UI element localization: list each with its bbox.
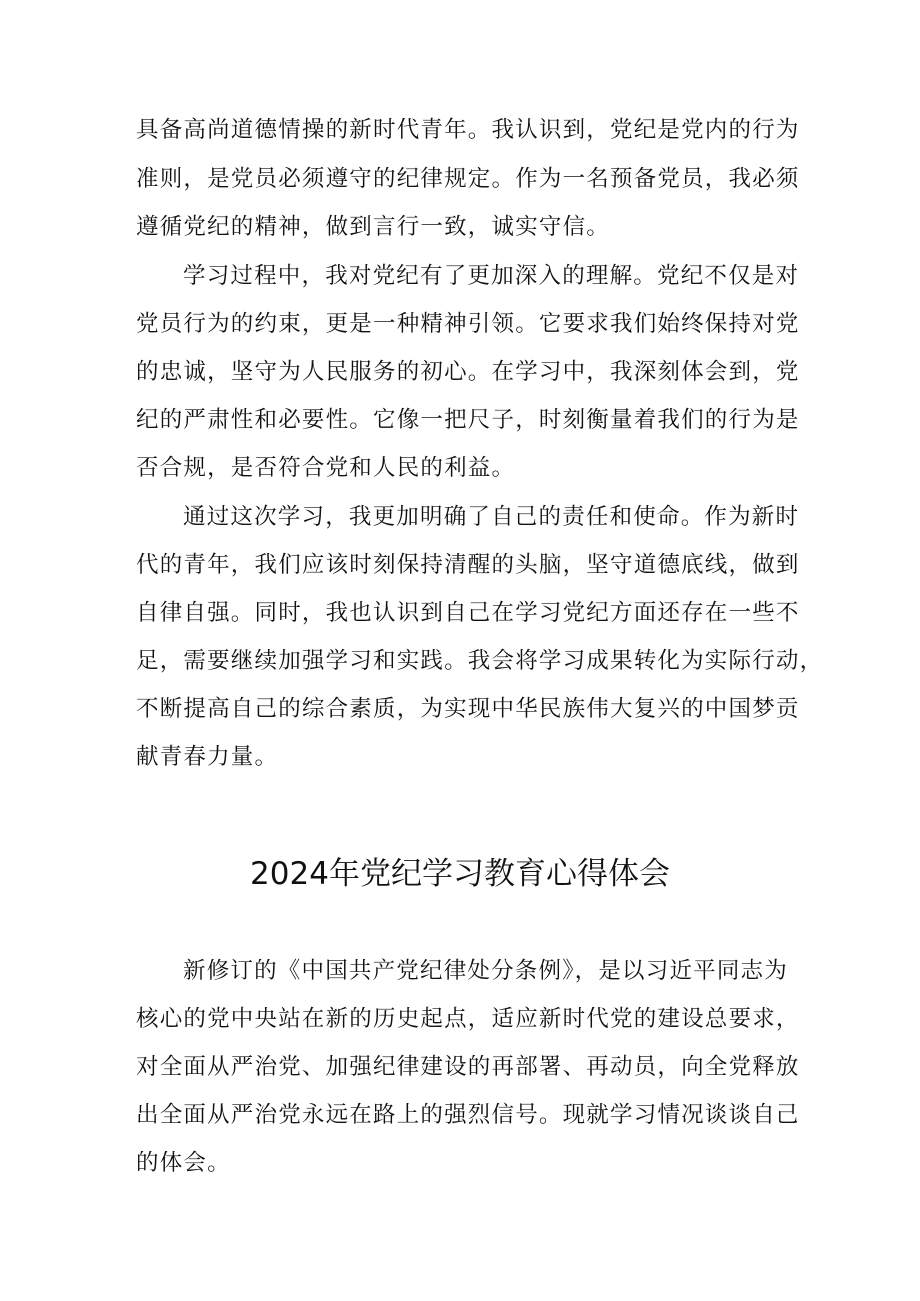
- paragraph-line: 献青春力量。: [136, 744, 279, 770]
- paragraph-line: 自律自强。同时，我也认识到自己在学习党纪方面还存在一些不: [136, 600, 800, 626]
- paragraph-line: 出全面从严治党永远在路上的强烈信号。现就学习情况谈谈自己: [136, 1102, 800, 1128]
- paragraph-line: 党员行为的约束，更是一种精神引领。它要求我们始终保持对党: [136, 311, 800, 337]
- section-title: 2024年党纪学习教育心得体会: [250, 856, 670, 892]
- paragraph-line: 的忠诚，坚守为人民服务的初心。在学习中，我深刻体会到，党: [136, 359, 800, 385]
- paragraph-line: 否合规，是否符合党和人民的利益。: [136, 455, 516, 481]
- paragraph-line: 学习过程中，我对党纪有了更加深入的理解。党纪不仅是对: [183, 263, 800, 289]
- paragraph-line: 准则，是党员必须遵守的纪律规定。作为一名预备党员，我必须: [136, 166, 800, 192]
- paragraph-line: 不断提高自己的综合素质，为实现中华民族伟大复兴的中国梦贡: [136, 696, 800, 722]
- paragraph-line: 通过这次学习，我更加明确了自己的责任和使命。作为新时: [183, 504, 800, 530]
- paragraph-line: 足，需要继续加强学习和实践。我会将学习成果转化为实际行动，: [136, 648, 824, 674]
- paragraph-line: 对全面从严治党、加强纪律建设的再部署、再动员，向全党释放: [136, 1054, 800, 1080]
- paragraph-line: 代的青年，我们应该时刻保持清醒的头脑，坚守道德底线，做到: [136, 552, 800, 578]
- paragraph-line: 具备高尚道德情操的新时代青年。我认识到，党纪是党内的行为: [136, 117, 800, 143]
- paragraph-line: 纪的严肃性和必要性。它像一把尺子，时刻衡量着我们的行为是: [136, 407, 800, 433]
- paragraph-line: 新修订的《中国共产党纪律处分条例》，是以习近平同志为: [183, 958, 788, 984]
- paragraph-line: 遵循党纪的精神，做到言行一致，诚实守信。: [136, 214, 611, 240]
- paragraph-line: 核心的党中央站在新的历史起点，适应新时代党的建设总要求，: [136, 1006, 800, 1032]
- paragraph-line: 的体会。: [136, 1150, 231, 1176]
